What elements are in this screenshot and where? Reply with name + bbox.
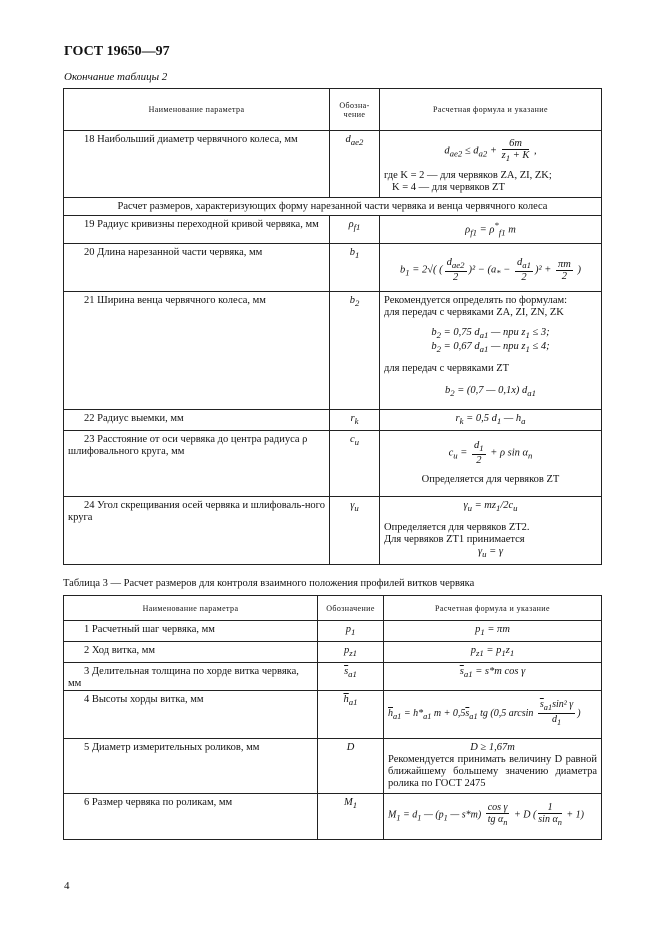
param-formula: $\overline{h}_{a1} = h*_{a1}$ $m + 0,5\overline{s}_{a1}$ tg (0,5 arcsin $\frac{\overline{s}_{a1}\sin^2 \gamma}{d_1}$ ) <box>384 691 602 739</box>
param-formula: $M_1 = d_1$ — ($p_1$ — s*m) $\frac{\text{cos γ}}{tg \alpha_n}$ + D ( $\frac{1}{\sin \alpha_n}$ + 1) <box>384 794 602 840</box>
standard-header: ГОСТ 19650—97 <box>64 44 170 59</box>
param-symbol: D <box>318 739 384 794</box>
param-formula: Рекомендуется определять по формулам: для передач с червяками ZA, ZI, ZN, ZK $b_2 = 0,75$ $d_{a1}$ — при $z_1 \le 3$; $b_2 = 0,67$ $d_{a1}$ — при $z_1 \le 4$; для передач с червяками ZT $b_2 = (0,7$ — 0,1x) $d_{a1}$ <box>380 292 602 410</box>
table-2 <box>63 88 602 565</box>
param-name: 19 Радиус кривизны переходной кривой червяка, мм <box>64 216 330 244</box>
param-formula: $b_1 = 2√$( ( $\frac{d_{ae2}}{2}$ )$^2 - (a_*$ − $\frac{d_{a1}}{2}$ )² + $\frac{\pi m}{2}$ ) <box>380 244 602 292</box>
table-row <box>64 642 602 663</box>
table-section-row <box>64 198 602 216</box>
param-name: 21 Ширина венца червячного колеса, мм <box>64 292 330 410</box>
table-3-caption: Таблица 3 — Расчет размеров для контроля взаимного положения профилей витков червяка <box>63 578 475 589</box>
table-row <box>64 663 602 691</box>
param-formula: D ≥ 1,67m Рекомендуется принимать величину D равной ближайшему большему значению диаметра ролика по ГОСТ 2475 <box>384 739 602 794</box>
table-row <box>64 431 602 497</box>
col-header-formula: Расчетная формула и указание <box>384 596 602 621</box>
table-row <box>64 410 602 431</box>
param-name: 2 Ход витка, мм <box>64 642 318 663</box>
param-symbol: $c_u$ <box>330 431 380 497</box>
table-row <box>64 244 602 292</box>
param-name: 1 Расчетный шаг червяка, мм <box>64 621 318 642</box>
param-name: 4 Высоты хорды витка, мм <box>64 691 318 739</box>
table-row <box>64 621 602 642</box>
col-header-symbol: Обозначение <box>318 596 384 621</box>
param-symbol: $b_1$ <box>330 244 380 292</box>
param-symbol: $M_1$ <box>318 794 384 840</box>
param-formula: $d_{ae2} \le d_{a2}$ + $\frac{6m}{z_1 + K}$ , где K = 2 — для червяков ZA, ZI, ZK; K = 4 — для червяков ZT <box>380 131 602 198</box>
param-formula: $c_u$ = $\frac{d_1}{2}$ + ρ $\sin \alpha_n$ Определяется для червяков ZT <box>380 431 602 497</box>
table-row <box>64 131 602 198</box>
table-header-row <box>64 89 602 131</box>
table-header-row <box>64 596 602 621</box>
param-symbol: $p_1$ <box>318 621 384 642</box>
param-formula: $p_1 = \pi m$ <box>384 621 602 642</box>
page-number: 4 <box>64 880 70 892</box>
param-name: 22 Радиус выемки, мм <box>64 410 330 431</box>
table-row <box>64 216 602 244</box>
table-row <box>64 794 602 840</box>
param-symbol: $\rho_{f1}$ <box>330 216 380 244</box>
param-formula: $\rho_{f1} = \rho^*_{f1}$ m <box>380 216 602 244</box>
param-formula: $p_{z1} = p_1z_1$ <box>384 642 602 663</box>
param-name: 23 Расстояние от оси червяка до центра радиуса ρ шлифовального круга, мм <box>64 431 330 497</box>
param-formula: $\gamma_u = mz_1/2c_u$ Определяется для червяков ZT2. Для червяков ZT1 принимается $\gamma_u = \gamma$ <box>380 497 602 565</box>
col-header-symbol: Обозна-чение <box>330 89 380 131</box>
param-name: 3 Делительная толщина по хорде витка червяка, мм <box>64 663 318 691</box>
param-symbol: $\overline{s}_{a1}$ <box>318 663 384 691</box>
table-row <box>64 739 602 794</box>
param-name: 20 Длина нарезанной части червяка, мм <box>64 244 330 292</box>
param-symbol: $r_k$ <box>330 410 380 431</box>
table-row <box>64 691 602 739</box>
col-header-name: Наименование параметра <box>64 596 318 621</box>
section-title: Расчет размеров, характеризующих форму нарезанной части червяка и венца червячного колеса <box>64 198 602 216</box>
param-name: 18 Наибольший диаметр червячного колеса, мм <box>64 131 330 198</box>
param-symbol: $p_{z1}$ <box>318 642 384 663</box>
param-symbol: $\gamma_u$ <box>330 497 380 565</box>
table-3 <box>63 595 602 840</box>
param-name: 24 Угол скрещивания осей червяка и шлифоваль-ного круга <box>64 497 330 565</box>
table-continuation-label: Окончание таблицы 2 <box>64 71 168 83</box>
table-row <box>64 292 602 410</box>
table-row <box>64 497 602 565</box>
param-name: 5 Диаметр измерительных роликов, мм <box>64 739 318 794</box>
param-symbol: $d_{ae2}$ <box>330 131 380 198</box>
param-symbol: $b_2$ <box>330 292 380 410</box>
param-formula: $r_k = 0,5$ $d_1$ — $h_a$ <box>380 410 602 431</box>
param-formula: $\overline{s}_{a1} = s*m$ cos γ <box>384 663 602 691</box>
param-name: 6 Размер червяка по роликам, мм <box>64 794 318 840</box>
col-header-formula: Расчетная формула и указание <box>380 89 602 131</box>
param-symbol: $\overline{h}_{a1}$ <box>318 691 384 739</box>
col-header-name: Наименование параметра <box>64 89 330 131</box>
